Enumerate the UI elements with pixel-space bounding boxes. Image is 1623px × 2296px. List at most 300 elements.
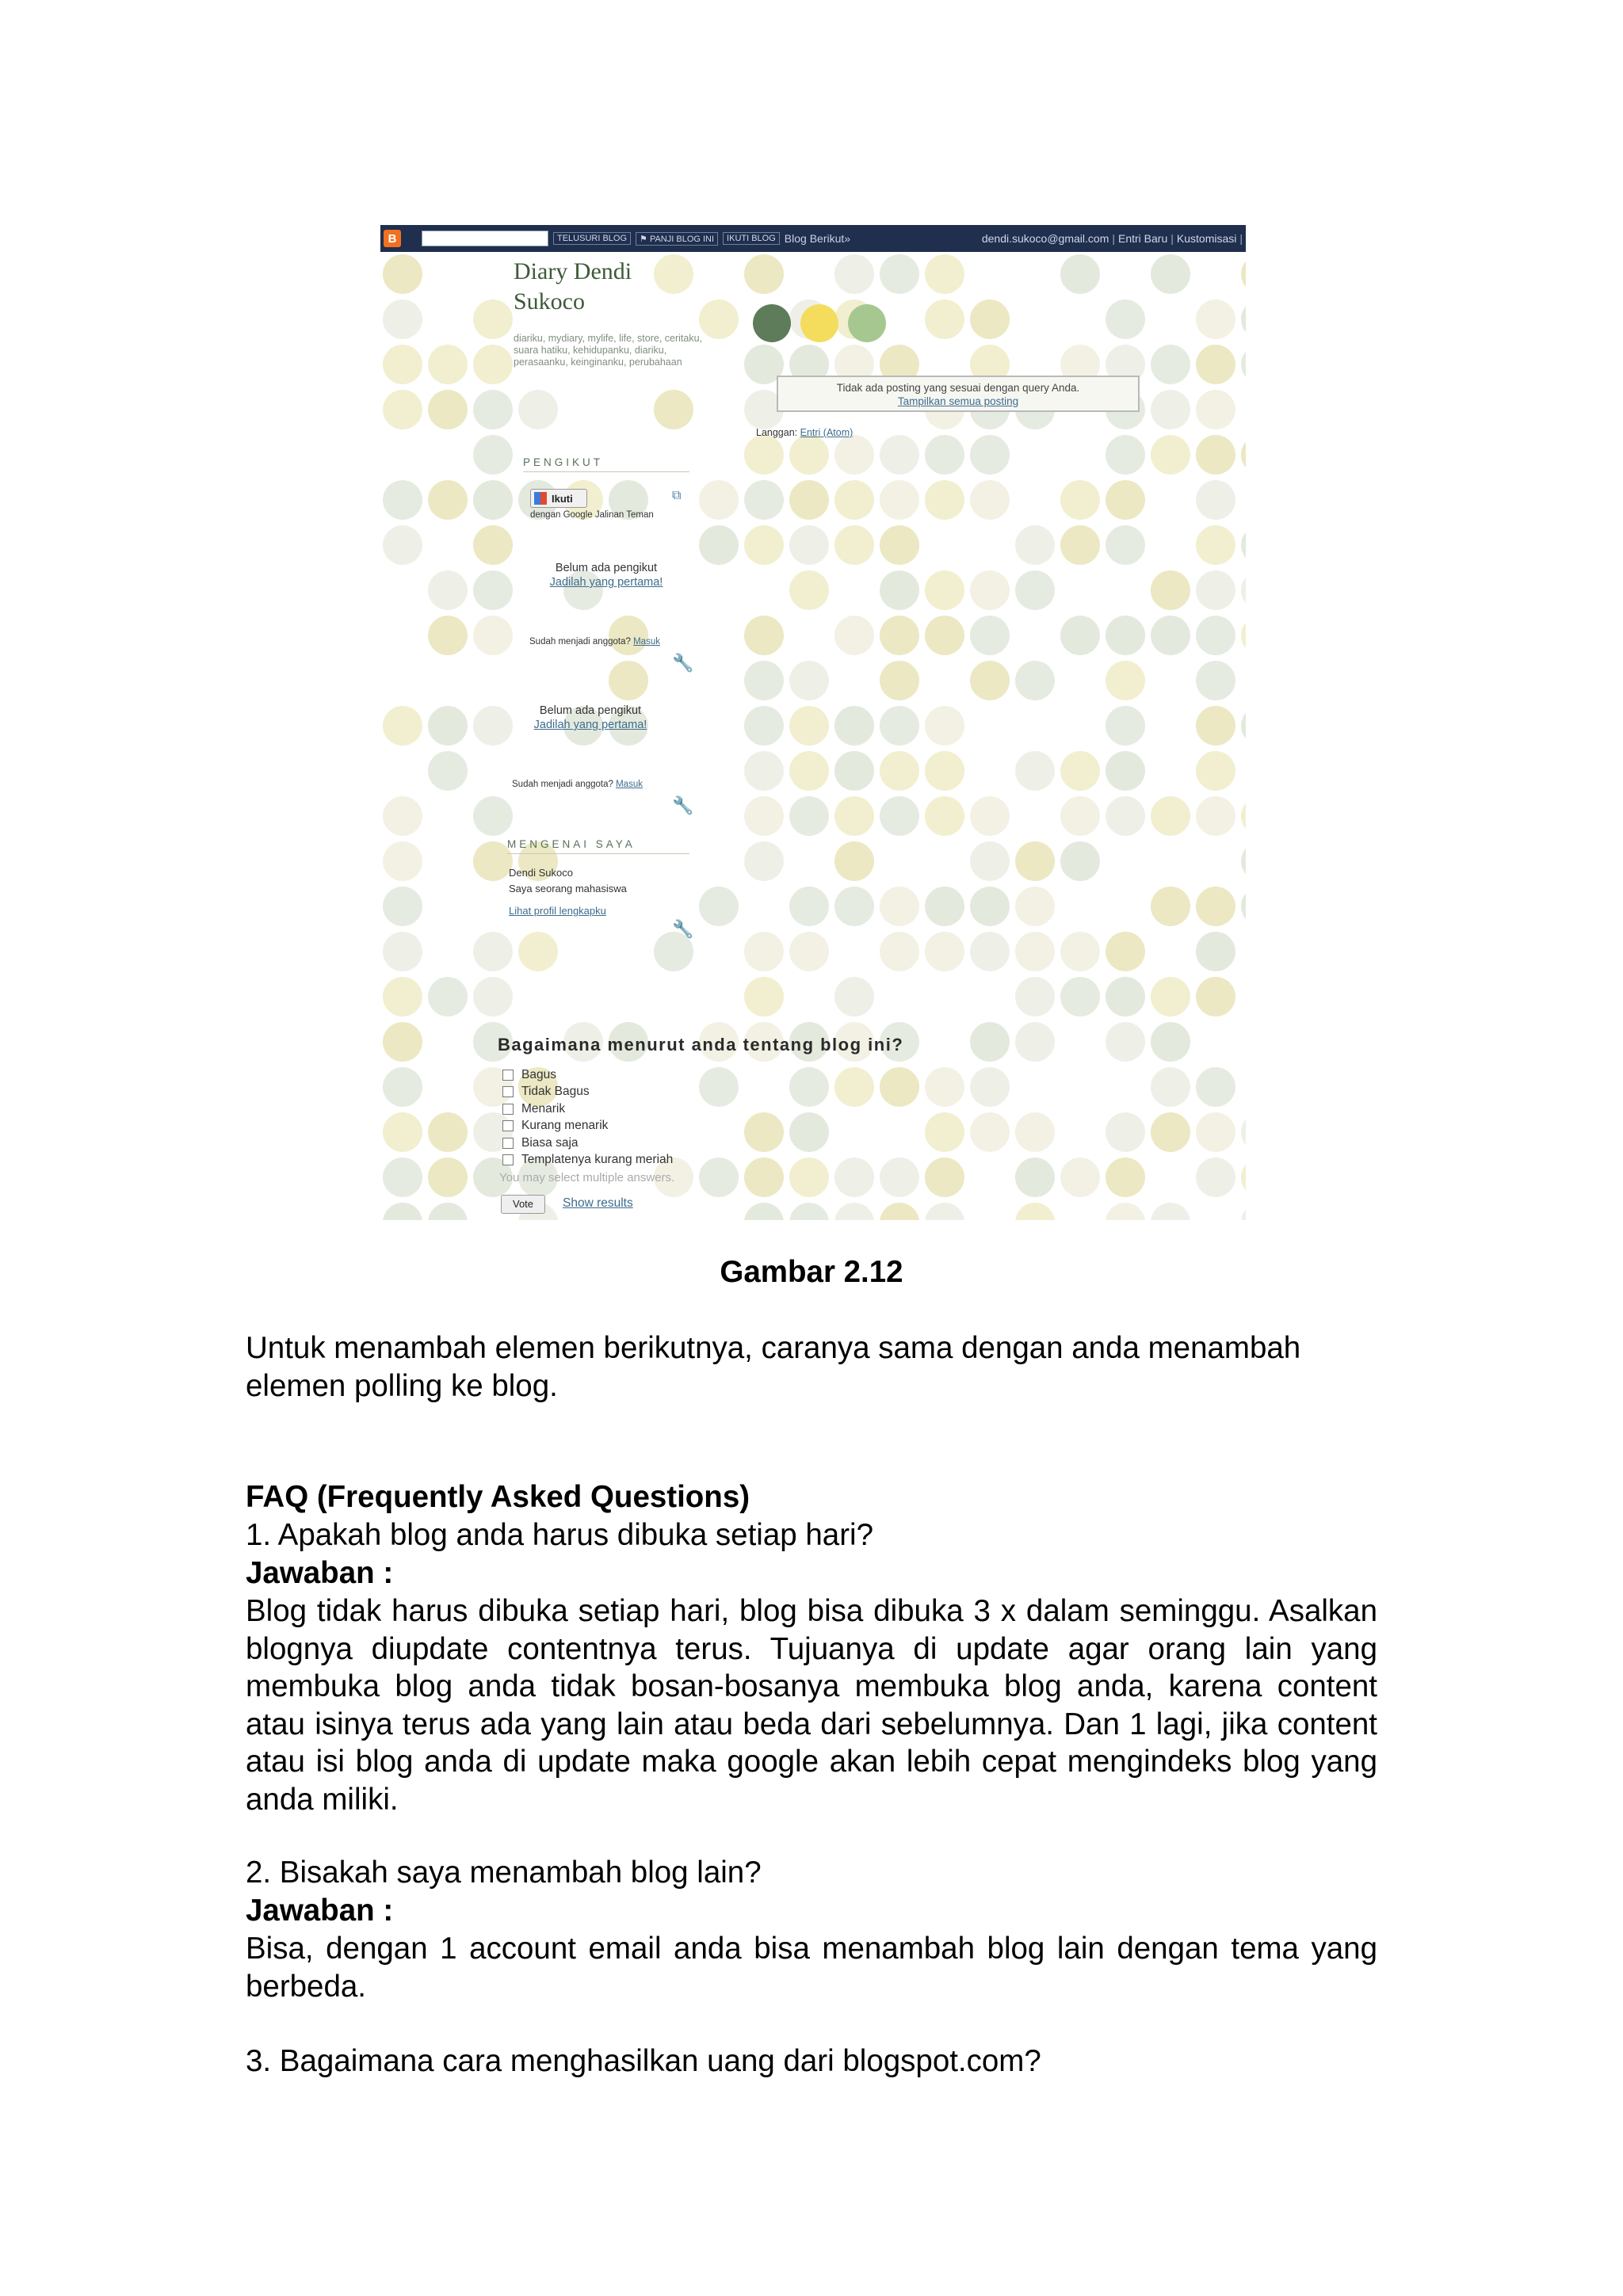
background-dot (880, 254, 919, 294)
background-dot (1106, 616, 1145, 655)
background-dot (925, 1067, 964, 1107)
header-circle-green (848, 304, 886, 342)
background-dot (1196, 616, 1235, 655)
background-dot (1015, 1158, 1055, 1197)
background-dot (383, 480, 422, 520)
background-dot (925, 254, 964, 294)
background-dot (789, 480, 829, 520)
background-dot (473, 299, 513, 339)
background-dot (1241, 1203, 1246, 1220)
background-dot (428, 706, 468, 746)
atom-feed-link[interactable]: Entri (Atom) (800, 427, 854, 438)
background-dot (1241, 254, 1246, 294)
background-dot (834, 435, 874, 475)
background-dot (744, 435, 784, 475)
background-dot (970, 299, 1010, 339)
poll-options (502, 1066, 673, 1169)
background-dot (383, 796, 422, 836)
no-followers-text: Belum ada pengikut (539, 704, 642, 717)
background-dot (834, 706, 874, 746)
background-dot (834, 1203, 874, 1220)
background-dot (789, 525, 829, 565)
background-dot (925, 480, 964, 520)
background-dot (383, 1112, 422, 1152)
background-dot (834, 480, 874, 520)
background-dot (1151, 345, 1190, 384)
show-results-link[interactable]: Show results (563, 1196, 633, 1210)
background-dot (1151, 1203, 1190, 1220)
background-dot (383, 1022, 422, 1062)
background-dot (970, 841, 1010, 881)
background-dot (789, 570, 829, 610)
background-dot (1060, 841, 1100, 881)
background-dot (970, 796, 1010, 836)
background-dot (880, 616, 919, 655)
background-dot (1196, 570, 1235, 610)
background-dot (699, 887, 739, 926)
background-dot (1151, 977, 1190, 1016)
background-dot (428, 480, 468, 520)
poll-option-label: Kurang menarik (521, 1119, 609, 1133)
background-dot (970, 1067, 1010, 1107)
background-dot (1196, 932, 1235, 971)
background-dot (1060, 480, 1100, 520)
external-link-icon[interactable]: ⧉ (672, 489, 682, 502)
background-dot (834, 796, 874, 836)
navbar-search-blog-button[interactable]: TELUSURI BLOG (553, 232, 631, 245)
poll-hint: You may select multiple answers. (499, 1171, 675, 1184)
navbar-flag-blog-button[interactable]: ⚑ PANJI BLOG INI (636, 232, 718, 246)
background-dot (383, 841, 422, 881)
background-dot (699, 480, 739, 520)
background-dot (1196, 299, 1235, 339)
background-dot (1106, 1158, 1145, 1197)
background-dot (789, 887, 829, 926)
background-dot (744, 977, 784, 1016)
background-dot (383, 1158, 422, 1197)
background-dot (1241, 706, 1246, 746)
background-dot (925, 435, 964, 475)
background-dot (1241, 570, 1246, 610)
background-dot (880, 435, 919, 475)
background-dot (834, 977, 874, 1016)
poll-option[interactable] (502, 1066, 673, 1084)
background-dot (880, 706, 919, 746)
background-dot (744, 525, 784, 565)
navbar-follow-blog-button[interactable]: IKUTI BLOG (723, 232, 780, 245)
navbar-separator: | (1239, 232, 1243, 245)
background-dot (925, 932, 964, 971)
background-dot (1151, 796, 1190, 836)
background-dot (428, 977, 468, 1016)
background-dot (1196, 390, 1235, 429)
background-dot (789, 796, 829, 836)
background-dot (699, 525, 739, 565)
background-dot (970, 1112, 1010, 1152)
background-dot (1241, 345, 1246, 384)
background-dot (1151, 1067, 1190, 1107)
already-member-text: Sudah menjadi anggota? (512, 780, 613, 789)
background-dot (1106, 751, 1145, 791)
poll-question: Bagaimana menurut anda tentang blog ini? (498, 1035, 904, 1055)
answer-label: Jawaban : (246, 1556, 394, 1590)
background-dot (925, 299, 964, 339)
background-dot (1196, 977, 1235, 1016)
vote-button[interactable]: Vote (501, 1195, 545, 1214)
poll-option-label: Tidak Bagus (521, 1085, 590, 1099)
already-member-line (529, 637, 660, 646)
background-dot (1196, 345, 1235, 384)
followers-heading: PENGIKUT (523, 456, 689, 472)
background-dot (1151, 570, 1190, 610)
background-dot (1106, 796, 1145, 836)
blogger-navbar (380, 225, 1246, 252)
background-dot (789, 1112, 829, 1152)
background-dot (1015, 1203, 1055, 1220)
background-dot (744, 1158, 784, 1197)
background-dot (1015, 932, 1055, 971)
background-dot (925, 1203, 964, 1220)
no-followers-block (523, 561, 689, 589)
background-dot (1151, 887, 1190, 926)
poll-checkbox[interactable] (502, 1086, 514, 1097)
background-dot (834, 616, 874, 655)
background-dot (1196, 706, 1235, 746)
background-dot (970, 887, 1010, 926)
background-dot (880, 751, 919, 791)
figure-caption: Gambar 2.12 (720, 1255, 903, 1289)
background-dot (1241, 796, 1246, 836)
background-dot (473, 570, 513, 610)
background-dot (1015, 887, 1055, 926)
background-dot (970, 616, 1010, 655)
poll-option[interactable] (502, 1118, 673, 1135)
background-dot (925, 751, 964, 791)
background-dot (744, 706, 784, 746)
background-dot (1196, 751, 1235, 791)
background-dot (1106, 480, 1145, 520)
background-dot (880, 1158, 919, 1197)
background-dot (428, 1203, 468, 1220)
background-dot (383, 390, 422, 429)
background-dot (1241, 841, 1246, 881)
navbar-customize-link[interactable]: Kustomisasi (1176, 232, 1237, 245)
wrench-icon[interactable]: 🔧 (672, 919, 694, 939)
background-dot (428, 616, 468, 655)
background-dot (1060, 932, 1100, 971)
background-dot (1196, 1067, 1235, 1107)
background-dot (383, 1203, 422, 1220)
background-dot (1151, 254, 1190, 294)
background-dot (383, 932, 422, 971)
background-dot (925, 616, 964, 655)
background-dot (428, 345, 468, 384)
background-dot (1015, 751, 1055, 791)
blogger-logo-icon[interactable]: B (384, 230, 401, 247)
background-dot (699, 1067, 739, 1107)
navbar-new-post-link[interactable]: Entri Baru (1118, 232, 1168, 245)
navbar-search-input[interactable] (422, 231, 548, 246)
poll-option-label: Templatenya kurang meriah (521, 1153, 674, 1167)
background-dot (744, 661, 784, 700)
background-dot (880, 570, 919, 610)
blog-screenshot (380, 225, 1246, 1220)
background-dot (744, 751, 784, 791)
background-dot (1151, 1022, 1190, 1062)
background-dot (1241, 616, 1246, 655)
background-dot (1196, 796, 1235, 836)
background-dot (834, 841, 874, 881)
be-first-link[interactable]: Jadilah yang pertama! (549, 576, 663, 589)
poll-checkbox[interactable] (502, 1070, 514, 1081)
background-dot (473, 480, 513, 520)
subscribe-line (756, 427, 853, 438)
google-icon (534, 492, 547, 505)
faq-heading: FAQ (Frequently Asked Questions) (246, 1480, 750, 1514)
background-dot (1151, 390, 1190, 429)
background-dot (428, 570, 468, 610)
already-member-line (512, 780, 643, 789)
background-dot (880, 525, 919, 565)
background-dot (428, 390, 468, 429)
background-dot (1060, 616, 1100, 655)
background-dot (1106, 525, 1145, 565)
background-dot (1106, 1022, 1145, 1062)
background-dot (880, 932, 919, 971)
background-dot (1106, 1203, 1145, 1220)
be-first-link[interactable]: Jadilah yang pertama! (533, 719, 647, 731)
background-dot (880, 887, 919, 926)
header-circle-yellow (800, 304, 838, 342)
wrench-icon[interactable]: 🔧 (672, 653, 694, 673)
background-dot (789, 435, 829, 475)
navbar-separator: | (1170, 232, 1174, 245)
background-dot (789, 706, 829, 746)
background-dot (473, 796, 513, 836)
background-dot (744, 616, 784, 655)
background-dot (880, 480, 919, 520)
background-dot (789, 1158, 829, 1197)
background-dot (925, 796, 964, 836)
blog-description: diariku, mydiary, mylife, life, store, ceritaku, suara hatiku, kehidupanku, diariku, perasaanku, keinginanku, perubahaan (514, 333, 703, 368)
background-dot (1151, 616, 1190, 655)
background-dot (699, 1158, 739, 1197)
background-dot (880, 1067, 919, 1107)
background-dot (473, 977, 513, 1016)
follow-button[interactable] (530, 489, 587, 508)
background-dot (1060, 525, 1100, 565)
background-dot (925, 887, 964, 926)
background-dot (834, 1158, 874, 1197)
login-link[interactable]: Masuk (616, 780, 643, 789)
poll-checkbox[interactable] (502, 1104, 514, 1115)
navbar-email: dendi.sukoco@gmail.com (981, 232, 1109, 245)
background-dot (383, 345, 422, 384)
background-dot (609, 661, 648, 700)
no-posts-message: Tidak ada posting yang sesuai dengan query Anda. (836, 382, 1080, 394)
background-dot (473, 616, 513, 655)
follow-button-label: Ikuti (552, 492, 573, 505)
intro-paragraph: Untuk menambah elemen berikutnya, caranya sama dengan anda menambah elemen polling ke blog. (246, 1331, 1301, 1403)
background-dot (789, 751, 829, 791)
background-dot (789, 1203, 829, 1220)
background-dot (925, 1112, 964, 1152)
background-dot (1241, 435, 1246, 475)
background-dot (834, 254, 874, 294)
wrench-icon[interactable]: 🔧 (672, 795, 694, 815)
background-dot (970, 1022, 1010, 1062)
background-dot (1241, 299, 1246, 339)
background-dot (1196, 1158, 1235, 1197)
no-posts-notice (777, 376, 1140, 412)
follow-subtext: dengan Google Jalinan Teman (530, 510, 654, 520)
blog-title[interactable]: Diary Dendi Sukoco (514, 258, 632, 315)
poll-option[interactable] (502, 1084, 673, 1101)
about-me-text (509, 865, 627, 897)
background-dot (1106, 706, 1145, 746)
background-dot (1015, 661, 1055, 700)
faq-question-3: 3. Bagaimana cara menghasilkan uang dari blogspot.com? (246, 2044, 1041, 2078)
background-dot (1060, 796, 1100, 836)
faq-question-1: 1. Apakah blog anda harus dibuka setiap hari? (246, 1518, 873, 1552)
background-dot (1241, 887, 1246, 926)
full-profile-link[interactable]: Lihat profil lengkapku (509, 905, 606, 917)
no-followers-block (507, 704, 674, 732)
background-dot (473, 932, 513, 971)
background-dot (609, 616, 648, 655)
login-link[interactable]: Masuk (633, 637, 660, 646)
background-dot (880, 1203, 919, 1220)
background-dot (473, 390, 513, 429)
background-dot (1015, 1022, 1055, 1062)
background-dot (1015, 525, 1055, 565)
poll-checkbox[interactable] (502, 1120, 514, 1131)
background-dot (1106, 977, 1145, 1016)
background-dot (383, 525, 422, 565)
background-dot (1241, 1158, 1246, 1197)
background-dot (744, 796, 784, 836)
poll-checkbox[interactable] (502, 1154, 514, 1165)
background-dot (970, 480, 1010, 520)
show-all-posts-link[interactable]: Tampilkan semua posting (897, 395, 1019, 407)
background-dot (1106, 435, 1145, 475)
background-dot (880, 661, 919, 700)
background-dot (834, 751, 874, 791)
poll-option[interactable] (502, 1100, 673, 1118)
navbar-next-blog-link[interactable]: Blog Berikut» (784, 232, 851, 245)
author-bio: Saya seorang mahasiswa (509, 883, 627, 894)
header-circle-dark (753, 304, 791, 342)
background-dot (1196, 1112, 1235, 1152)
background-dot (518, 932, 558, 971)
background-dot (1196, 480, 1235, 520)
poll-option-label: Bagus (521, 1067, 556, 1081)
background-dot (744, 841, 784, 881)
background-dot (970, 570, 1010, 610)
background-dot (925, 706, 964, 746)
background-dot (1015, 841, 1055, 881)
background-dot (789, 661, 829, 700)
background-dot (383, 977, 422, 1016)
background-dot (428, 1112, 468, 1152)
background-dot (744, 1203, 784, 1220)
poll-option[interactable] (502, 1152, 673, 1169)
about-me-heading: MENGENAI SAYA (507, 838, 689, 854)
faq-answer-1: Blog tidak harus dibuka setiap hari, blog bisa dibuka 3 x dalam seminggu. Asalkan blognya diupdate contentnya terus. Tujuanya di update agar orang lain yang membuka blog anda tidak bosan-bosanya membuka blog anda, karena content atau isinya terus ada yang lain atau beda dari sebelumnya. Dan 1 lagi, jika content atau isi blog anda di update maka google akan lebih cepat mengindeks blog yang anda miliki. (246, 1594, 1377, 1817)
background-dot (880, 796, 919, 836)
background-dot (1106, 932, 1145, 971)
no-followers-text: Belum ada pengikut (555, 562, 658, 574)
background-dot (1106, 299, 1145, 339)
background-dot (1060, 977, 1100, 1016)
background-dot (473, 435, 513, 475)
navbar-user-area (979, 225, 1243, 252)
background-dot (1151, 1112, 1190, 1152)
background-dot (654, 390, 693, 429)
background-dot (473, 345, 513, 384)
background-dot (428, 1158, 468, 1197)
background-dot (383, 887, 422, 926)
background-dot (1015, 570, 1055, 610)
navbar-separator: | (1112, 232, 1115, 245)
background-dot (970, 932, 1010, 971)
poll-option-label: Biasa saja (521, 1135, 579, 1150)
background-dot (1060, 751, 1100, 791)
background-dot (925, 1158, 964, 1197)
background-dot (1241, 525, 1246, 565)
background-dot (383, 299, 422, 339)
background-dot (744, 254, 784, 294)
background-dot (925, 570, 964, 610)
background-dot (1015, 1112, 1055, 1152)
background-dot (834, 525, 874, 565)
background-dot (744, 932, 784, 971)
background-dot (1196, 525, 1235, 565)
background-dot (834, 1067, 874, 1107)
faq-question-2: 2. Bisakah saya menambah blog lain? (246, 1855, 762, 1890)
poll-option[interactable] (502, 1135, 673, 1152)
background-dot (970, 435, 1010, 475)
background-dot (970, 661, 1010, 700)
poll-option-label: Menarik (521, 1101, 566, 1116)
background-dot (1060, 254, 1100, 294)
subscribe-label: Langgan: (756, 427, 798, 438)
background-dot (1060, 1158, 1100, 1197)
faq-answer-2: Bisa, dengan 1 account email anda bisa menambah blog lain dengan tema yang berbeda. (246, 1932, 1377, 2004)
background-dot (1196, 435, 1235, 475)
background-dot (518, 390, 558, 429)
background-dot (383, 1067, 422, 1107)
background-dot (744, 1112, 784, 1152)
background-dot (789, 932, 829, 971)
background-dot (744, 480, 784, 520)
background-dot (1015, 977, 1055, 1016)
background-dot (1106, 661, 1145, 700)
background-dot (834, 887, 874, 926)
background-dot (473, 525, 513, 565)
background-dot (1196, 887, 1235, 926)
background-dot (1151, 435, 1190, 475)
author-name: Dendi Sukoco (509, 867, 573, 879)
answer-label: Jawaban : (246, 1894, 394, 1928)
background-dot (789, 1067, 829, 1107)
already-member-text: Sudah menjadi anggota? (529, 637, 631, 646)
background-dot (1196, 661, 1235, 700)
background-dot (428, 751, 468, 791)
background-dot (383, 706, 422, 746)
poll-checkbox[interactable] (502, 1138, 514, 1149)
background-dot (1241, 1112, 1246, 1152)
